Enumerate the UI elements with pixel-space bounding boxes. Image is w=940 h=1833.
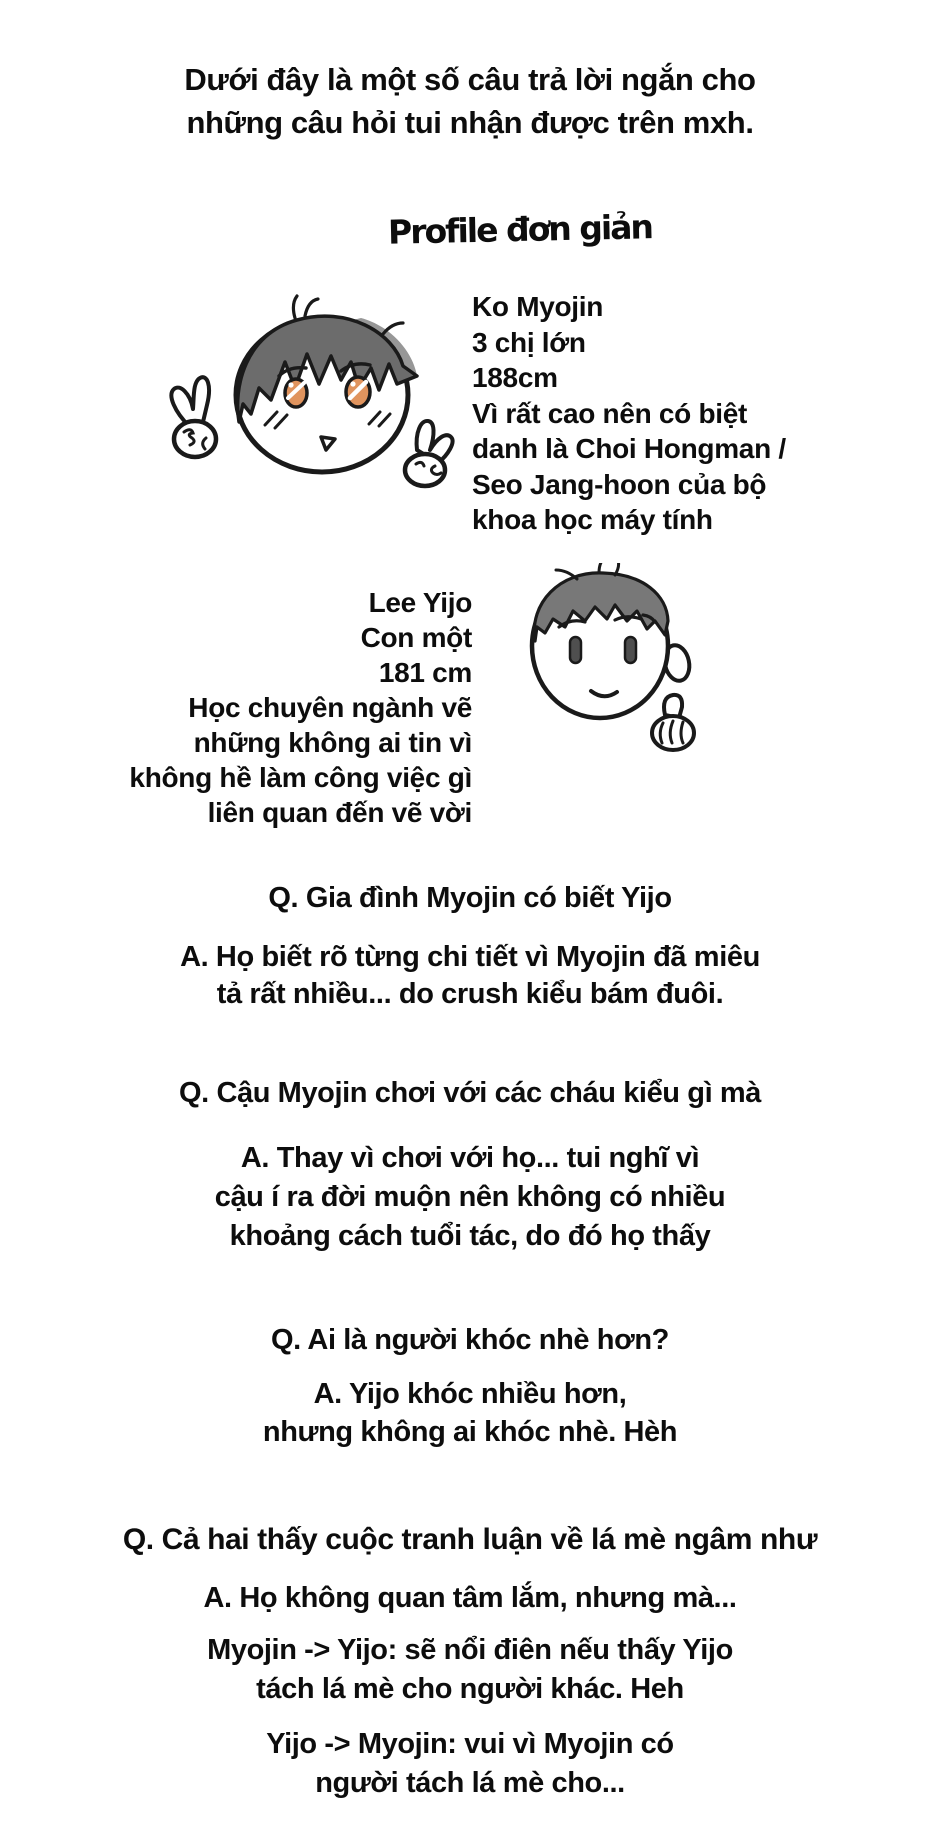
- qa4-answer: A. Họ không quan tâm lắm, nhưng mà...: [203, 1582, 737, 1614]
- intro-line-2: những câu hỏi tui nhận được trên mxh.: [186, 105, 754, 140]
- intro-text: [0, 58, 940, 144]
- qa1-question: Q. Gia đình Myojin có biết Yijo: [268, 882, 672, 914]
- myojin-drawing: [145, 292, 465, 504]
- qa1-answer: [0, 939, 940, 1013]
- yijo-left-eye: [570, 637, 581, 663]
- yijo-line: liên quan đến vẽ vời: [207, 797, 472, 828]
- yijo-line: những không ai tin vì: [193, 727, 472, 758]
- profile-section-title: Profile đơn giản: [387, 207, 653, 252]
- qa2-question: Q. Cậu Myojin chơi với các cháu kiểu gì mà: [178, 1077, 762, 1109]
- yijo-line: 181 cm: [378, 657, 472, 688]
- myojin-profile-text: [472, 289, 786, 538]
- qa4-note-line: tách lá mè cho người khác. Heh: [256, 1673, 684, 1705]
- qa3-answer-line: nhưng không ai khóc nhè. Hèh: [262, 1416, 678, 1448]
- qa4-question: Q. Cả hai thấy cuộc tranh luận về lá mè ngâm như: [122, 1523, 818, 1556]
- qa1-answer-line: A. Họ biết rõ từng chi tiết vì Myojin đã miêu: [180, 941, 760, 973]
- qa4-note-line: Yijo -> Myojin: vui vì Myojin có: [266, 1728, 674, 1760]
- myojin-line: khoa học máy tính: [472, 504, 713, 535]
- yijo-right-eye: [625, 637, 636, 663]
- yijo-line: không hề làm công việc gì: [129, 762, 472, 793]
- myojin-line: danh là Choi Hongman /: [472, 433, 786, 464]
- thumbs-up-icon: [652, 695, 694, 750]
- myojin-line: Vì rất cao nên có biệt: [472, 397, 748, 429]
- qa1-answer-line: tả rất nhiều... do crush kiểu bám đuôi.: [216, 978, 724, 1010]
- myojin-line: Ko Myojin: [472, 291, 604, 322]
- qa4-note-yijo-to-myojin: [0, 1725, 940, 1803]
- yijo-line: Con một: [360, 622, 472, 653]
- qa4-note-myojin-to-yijo: [0, 1631, 940, 1709]
- yijo-drawing: [515, 563, 705, 758]
- yijo-line: Học chuyên ngành vẽ: [188, 692, 472, 723]
- qa2-answer-line: A. Thay vì chơi với họ... tui nghĩ vì: [240, 1142, 700, 1174]
- qa3-answer-line: A. Yijo khóc nhiều hơn,: [313, 1378, 627, 1410]
- qa4-note-line: Myojin -> Yijo: sẽ nổi điên nếu thấy Yijo: [207, 1634, 733, 1666]
- yijo-profile-text: [60, 585, 472, 830]
- myojin-line: 3 chị lớn: [472, 326, 586, 358]
- myojin-right-eye: [346, 377, 370, 407]
- intro-line-1: Dưới đây là một số câu trả lời ngắn cho: [184, 62, 756, 97]
- peace-sign-left-icon: [171, 377, 216, 457]
- myojin-left-eye: [285, 379, 307, 407]
- qa2-answer: [0, 1139, 940, 1256]
- qa2-answer-line: khoảng cách tuổi tác, do đó họ thấy: [229, 1220, 711, 1252]
- yijo-line: Lee Yijo: [368, 587, 472, 618]
- qa2-answer-line: cậu í ra đời muộn nên không có nhiều: [214, 1181, 726, 1213]
- qa3-question: Q. Ai là người khóc nhè hơn?: [271, 1324, 669, 1356]
- qa4-note-line: người tách lá mè cho...: [315, 1767, 625, 1799]
- myojin-line: 188cm: [472, 362, 558, 393]
- qa3-answer: [0, 1375, 940, 1451]
- myojin-line: Seo Jang-hoon của bộ: [472, 468, 767, 500]
- peace-sign-right-icon: [405, 421, 453, 486]
